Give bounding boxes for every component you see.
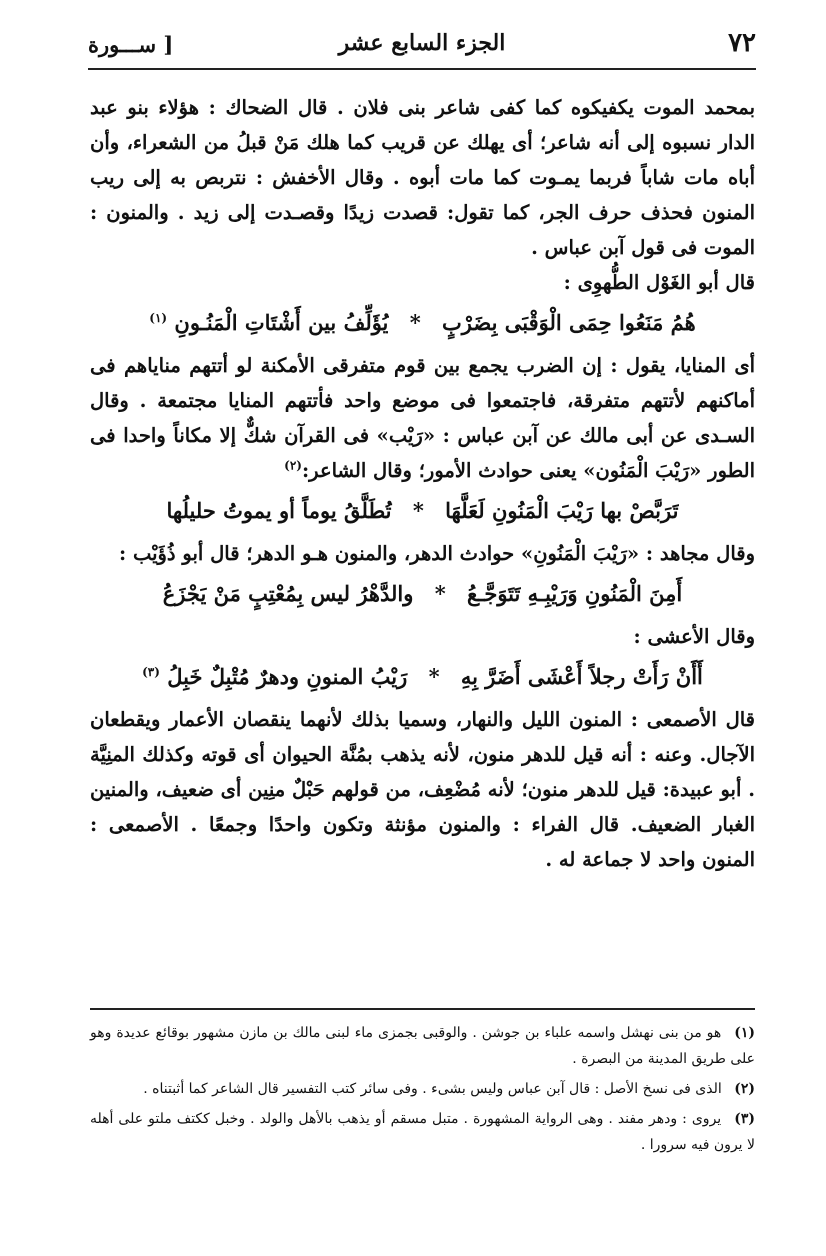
paragraph-2-text: أى المنايا، يقول : إن الضرب يجمع بين قوم متفرقى الأمكنة لو أتتهم مناياهم فى أماكنهم لأتتهم متفرقة، فاجتمعوا فى موضع واحد فأتتهم المنايا مجتمعة . وقال السـدى عن أبى مالك عن آبن عباس : «رَيْب» فى القرآن شكٌّ إلا مكاناً واحدا فى الطور «رَيْبَ الْمَنُون» يعنى حوادث الأمور؛ وقال الشاعر: [90,354,755,482]
verse-4-first-half: أَأَنْ رَأَتْ رجلاً أَعْشَى أَضَرَّ بِهِ [460,664,703,689]
footnote-text: يروى : ودهر مفند . وهى الرواية المشهورة . متبل مسقم أو يذهب بالأهل والولد . وخبل ككتف ملتو على أهله لا يرون فيه سرورا . [90,1111,755,1153]
paragraph-2 [90,348,755,488]
verse-4-second-half: رَيْبُ المنونِ ودهرٌ مُتْبِلٌ خَبِلُ [167,664,408,689]
verse-3-first-half: أَمِنَ الْمَنُونِ وَرَيْبِـهِ تَتَوَجَّـعُ [467,581,683,606]
surah-label: [ ســـورة [88,32,174,57]
verse-separator: * [412,498,424,523]
footnote-number: (٢) [734,1081,755,1097]
main-text [90,90,755,877]
running-title: الجزء السابع عشر [338,30,506,56]
paragraph-attribution: قال أبو الغَوْل الطُّهوِى : [563,271,755,294]
footnote-3 [90,1106,755,1158]
footnotes [90,1020,755,1162]
verse-3-second-half: والدَّهْرُ ليس بِمُعْتِبٍ مَنْ يَجْزَعُ [162,581,414,606]
footnote-2 [90,1076,755,1102]
verse-1 [90,302,755,344]
footnote-ref-1: (١) [149,311,168,325]
footnote-number: (٣) [734,1111,756,1127]
footnote-1 [90,1020,755,1072]
verse-2 [90,490,755,532]
verse-separator: * [428,664,440,689]
verse-2-second-half: تُطَلَّقُ يوماً أو يموتُ حليلُها [166,498,392,523]
verse-1-first-half: هُمُ مَنَعُوا حِمَى الْوَقْبَى بِضَرْبٍ [442,310,696,335]
footnote-ref-2: (٢) [284,458,302,473]
verse-2-first-half: تَرَبَّصْ بها رَيْبَ الْمَنُونِ لَعَلَّهَا [445,498,679,523]
paragraph-3: وقال مجاهد : «رَيْبَ الْمَنُونِ» حوادث الدهر، والمنون هـو الدهر؛ قال أبو ذُؤَيْب : [118,542,755,565]
verse-1-second-half: يُؤَلِّفُ بين أَشْتَاتِ الْمَنُـونِ [174,310,389,335]
footnote-ref-3: (٣) [142,665,160,679]
page-header [88,28,756,70]
footnote-text: هو من بنى نهشل واسمه علباء بن جوشن . والوقبى بجمزى ماء لبنى مالك بن مازن مشهور بوقائع عديدة وهو على طريق المدينة من البصرة . [90,1025,755,1067]
footnote-text: الذى فى نسخ الأصل : قال آبن عباس وليس بشىء . وفى سائر كتب التفسير قال الشاعر كما أثبتناه . [143,1081,722,1097]
footnote-divider [90,1008,755,1010]
footnote-number: (١) [734,1025,755,1041]
verse-separator: * [434,581,446,606]
paragraph-1: بمحمد الموت يكفيكوه كما كفى شاعر بنى فلان . قال الضحاك : هؤلاء بنو عبد الدار نسبوه إلى أنه شاعر؛ أى يهلك عن قريب كما هلك مَنْ قبلُ من الشعراء، وأن أباه مات شاباً فربما يمـوت كما مات أبوه . وقال الأخفش : نتربص به إلى ريب المنون فحذف حرف الجر، كما تقول: قصدت زيدًا وقصـدت إلى زيد . والمنون : الموت فى قول آبن عباس . [90,96,755,259]
page-number: ٧٢ [728,28,756,58]
paragraph-4: وقال الأعشى : [633,625,755,648]
paragraph-5: قال الأصمعى : المنون الليل والنهار، وسميا بذلك لأنهما ينقصان الأعمار ويقطعان الآجال. وعنه : أنه قيل للدهر منون، لأنه يذهب بمُنَّة الحيوان أى قوته وكذلك المنِيَّة . أبو عبيدة: قيل للدهر منون؛ لأنه مُضْعِف، من قولهم حَبْلٌ منِين أى ضعيف، والمنين الغبار الضعيف. قال الفراء : والمنون مؤنثة وتكون واحدًا وجمعًا . الأصمعى : المنون واحد لا جماعة له . [90,708,755,871]
verse-separator: * [409,310,421,335]
verse-4 [90,656,755,698]
verse-3 [90,573,755,615]
